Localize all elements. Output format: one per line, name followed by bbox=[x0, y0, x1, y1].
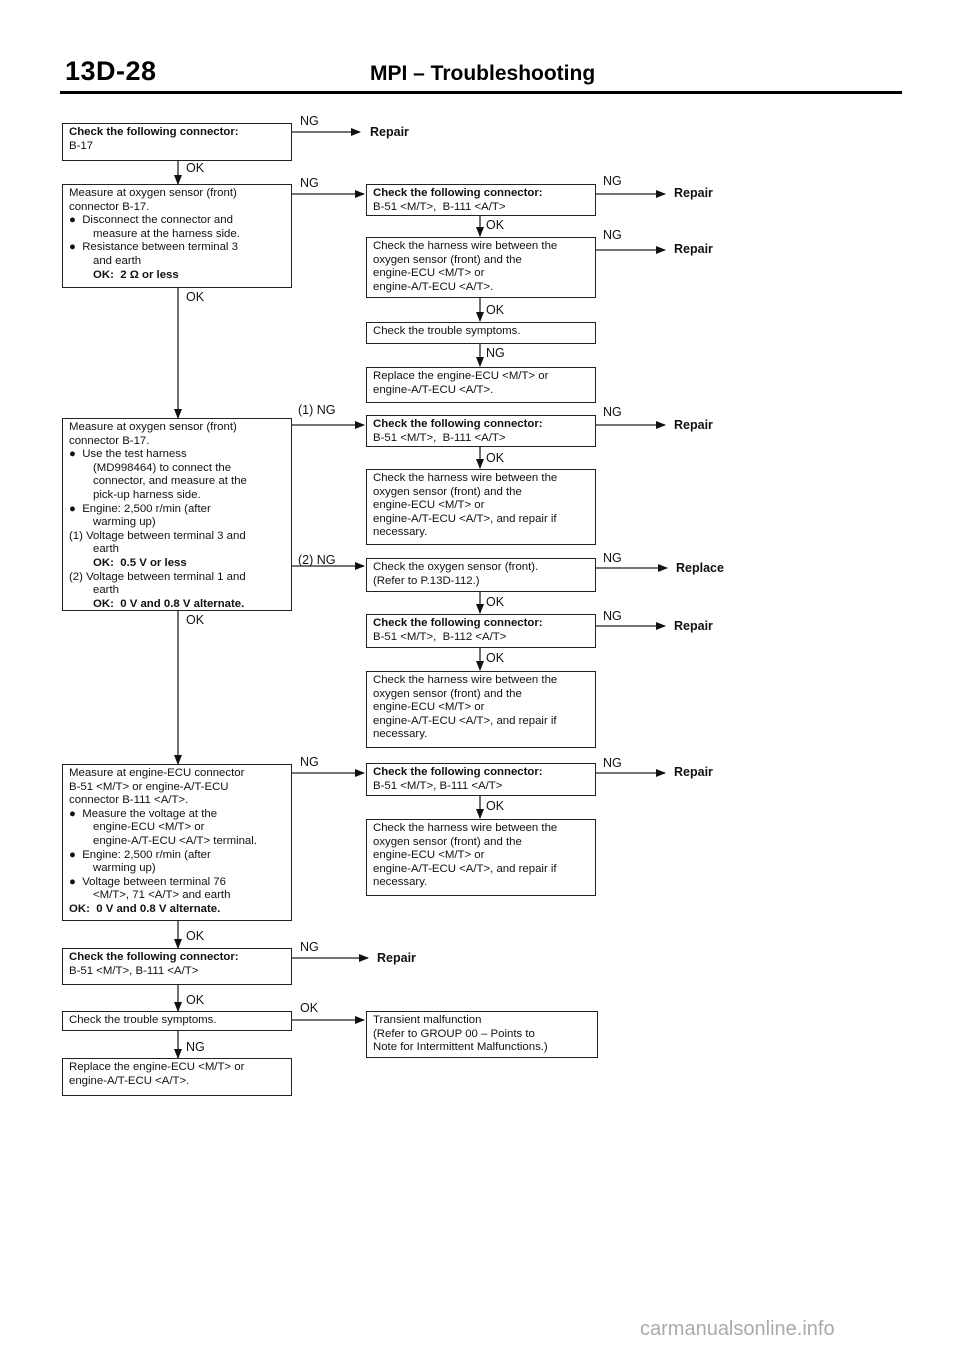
ok-label: OK bbox=[186, 161, 205, 175]
ok-label: OK bbox=[486, 218, 505, 232]
box-line: connector, and measure at the bbox=[93, 475, 247, 488]
box-line: B-51 <M/T>, B-111 <A/T> bbox=[373, 200, 506, 213]
box-line: OK: 0.5 V or less bbox=[93, 556, 187, 569]
ng-1-label: (1) NG bbox=[298, 403, 336, 417]
ok-label: OK bbox=[186, 993, 205, 1007]
ng-label: NG bbox=[603, 405, 622, 419]
check-connector-b51-b111-box-2 bbox=[366, 415, 596, 447]
ng-label: NG bbox=[300, 940, 319, 954]
page-number: 13D-28 bbox=[65, 56, 157, 86]
box-line: engine-ECU <M/T> or bbox=[93, 821, 205, 834]
box-line: oxygen sensor (front) and the bbox=[373, 485, 522, 498]
box-line: engine-A/T-ECU <A/T>, and repair if bbox=[373, 714, 557, 727]
box-line: Check the harness wire between the bbox=[373, 240, 558, 252]
box-line: warming up) bbox=[93, 516, 156, 529]
check-oxygen-sensor-box bbox=[366, 558, 596, 592]
check-harness-wire-box-2 bbox=[366, 469, 596, 545]
check-connector-b51-box bbox=[62, 948, 292, 985]
check-connector-b51-b111-box-1 bbox=[366, 184, 596, 216]
box-line: Measure at engine-ECU connector bbox=[69, 767, 245, 779]
box-line: connector B-17. bbox=[69, 200, 150, 213]
ok-label: OK bbox=[486, 595, 505, 609]
box-line: ● Engine: 2,500 r/min (after bbox=[69, 502, 211, 515]
box-line: engine-A/T-ECU <A/T>. bbox=[69, 1074, 190, 1087]
ng-label: NG bbox=[603, 609, 622, 623]
ok-label: OK bbox=[186, 929, 205, 943]
box-line: connector B-111 <A/T>. bbox=[69, 794, 189, 807]
box-line: and earth bbox=[93, 254, 142, 267]
box-line: OK: 0 V and 0.8 V alternate. bbox=[93, 597, 245, 610]
box-line: Check the trouble symptoms. bbox=[69, 1014, 217, 1026]
box-line: engine-A/T-ECU <A/T>. bbox=[373, 383, 494, 396]
box-line: Check the following connector: bbox=[373, 187, 543, 199]
box-line: B-51 <M/T>, B-111 <A/T> bbox=[373, 431, 506, 444]
watermark: carmanualsonline.info bbox=[640, 1318, 835, 1340]
box-line: measure at the harness side. bbox=[93, 227, 240, 240]
ng-label: NG bbox=[300, 755, 319, 769]
box-line: Check the harness wire between the bbox=[373, 472, 558, 484]
measure-ecu-connector-box bbox=[62, 764, 292, 921]
ng-label: NG bbox=[603, 551, 622, 565]
transient-malfunction-box bbox=[366, 1011, 598, 1058]
box-line: Check the following connector: bbox=[373, 617, 543, 629]
box-line: Check the oxygen sensor (front). bbox=[373, 561, 539, 573]
box-line: necessary. bbox=[373, 728, 428, 741]
box-line: engine-ECU <M/T> or bbox=[373, 267, 485, 280]
ok-label: OK bbox=[486, 651, 505, 665]
repair-target: Repair bbox=[674, 418, 713, 432]
box-line: (Refer to P.13D-112.) bbox=[373, 574, 480, 587]
box-line: oxygen sensor (front) and the bbox=[373, 835, 522, 848]
box-line: ● Use the test harness bbox=[69, 448, 187, 461]
box-line: B-17 bbox=[69, 139, 94, 152]
box-line: B-51 <M/T>, B-112 <A/T> bbox=[373, 630, 507, 643]
repair-target: Repair bbox=[674, 186, 713, 200]
box-line: engine-A/T-ECU <A/T>. bbox=[373, 280, 494, 293]
box-line: engine-ECU <M/T> or bbox=[373, 849, 485, 862]
ng-label: NG bbox=[486, 346, 505, 360]
box-line: B-51 <M/T>, B-111 <A/T> bbox=[69, 964, 199, 977]
ok-label: OK bbox=[186, 290, 205, 304]
check-trouble-symptoms-box bbox=[62, 1011, 292, 1031]
check-connector-b51-b111-box-3 bbox=[366, 763, 596, 796]
check-harness-wire-box-3 bbox=[366, 671, 596, 748]
box-line: Check the following connector: bbox=[69, 126, 239, 138]
repair-target: Repair bbox=[370, 125, 409, 139]
repair-target: Repair bbox=[674, 619, 713, 633]
box-line: engine-ECU <M/T> or bbox=[373, 701, 485, 714]
box-line: OK: 2 Ω or less bbox=[93, 268, 179, 281]
ok-label: OK bbox=[486, 799, 505, 813]
box-line: ● Disconnect the connector and bbox=[69, 214, 233, 227]
box-line: ● Engine: 2,500 r/min (after bbox=[69, 848, 211, 861]
replace-ecu-box bbox=[62, 1058, 292, 1096]
box-line: engine-ECU <M/T> or bbox=[373, 499, 485, 512]
box-line: (MD998464) to connect the bbox=[93, 461, 232, 474]
ng-label: NG bbox=[300, 114, 319, 128]
ng-label: NG bbox=[603, 228, 622, 242]
ok-label: OK bbox=[486, 303, 505, 317]
box-line: earth bbox=[93, 543, 119, 556]
box-line: connector B-17. bbox=[69, 434, 150, 447]
box-line: Measure at oxygen sensor (front) bbox=[69, 187, 237, 199]
box-line: pick-up harness side. bbox=[93, 488, 201, 501]
box-line: oxygen sensor (front) and the bbox=[373, 687, 522, 700]
box-line: (2) Voltage between terminal 1 and bbox=[69, 570, 246, 583]
ng-label: NG bbox=[603, 174, 622, 188]
page-title: MPI – Troubleshooting bbox=[370, 62, 596, 85]
check-trouble-symptoms-box-2 bbox=[366, 322, 596, 344]
check-harness-wire-box-4 bbox=[366, 819, 596, 896]
check-connector-b17-box bbox=[62, 123, 292, 161]
box-line: (Refer to GROUP 00 – Points to bbox=[373, 1027, 535, 1040]
box-line: Check the following connector: bbox=[373, 766, 543, 778]
ng-2-label: (2) NG bbox=[298, 553, 336, 567]
ng-label: NG bbox=[300, 176, 319, 190]
box-line: ● Measure the voltage at the bbox=[69, 807, 218, 820]
check-harness-wire-box-1 bbox=[366, 237, 596, 298]
box-line: B-51 <M/T>, B-111 <A/T> bbox=[373, 779, 503, 792]
measure-resistance-box bbox=[62, 184, 292, 288]
box-line: necessary. bbox=[373, 876, 428, 889]
box-line: Replace the engine-ECU <M/T> or bbox=[69, 1061, 245, 1073]
box-line: Check the following connector: bbox=[373, 418, 543, 430]
box-line: Check the following connector: bbox=[69, 951, 239, 963]
box-line: engine-A/T-ECU <A/T>, and repair if bbox=[373, 862, 557, 875]
check-connector-b51-b112-box bbox=[366, 614, 596, 648]
box-line: Check the trouble symptoms. bbox=[373, 325, 521, 337]
box-line: engine-A/T-ECU <A/T>, and repair if bbox=[373, 512, 557, 525]
box-line: Measure at oxygen sensor (front) bbox=[69, 421, 237, 433]
box-line: OK: 0 V and 0.8 V alternate. bbox=[69, 902, 221, 915]
repair-target: Repair bbox=[674, 242, 713, 256]
ok-label: OK bbox=[486, 451, 505, 465]
ng-label: NG bbox=[603, 756, 622, 770]
box-line: engine-A/T-ECU <A/T> terminal. bbox=[93, 834, 257, 847]
box-line: Transient malfunction bbox=[373, 1014, 482, 1026]
box-line: ● Voltage between terminal 76 bbox=[69, 875, 226, 888]
box-line: <M/T>, 71 <A/T> and earth bbox=[93, 889, 231, 902]
box-line: necessary. bbox=[373, 526, 428, 539]
replace-target: Replace bbox=[676, 561, 724, 575]
ok-label: OK bbox=[186, 613, 205, 627]
replace-ecu-box-2 bbox=[366, 367, 596, 403]
repair-target: Repair bbox=[377, 951, 416, 965]
measure-voltage-sensor-box bbox=[62, 418, 292, 611]
box-line: ● Resistance between terminal 3 bbox=[69, 241, 238, 254]
box-line: warming up) bbox=[93, 862, 156, 875]
box-line: earth bbox=[93, 584, 119, 597]
box-line: oxygen sensor (front) and the bbox=[373, 253, 522, 266]
box-line: B-51 <M/T> or engine-A/T-ECU bbox=[69, 780, 229, 793]
box-line: Note for Intermittent Malfunctions.) bbox=[373, 1041, 548, 1054]
box-line: (1) Voltage between terminal 3 and bbox=[69, 529, 246, 542]
box-line: Replace the engine-ECU <M/T> or bbox=[373, 370, 549, 382]
repair-target: Repair bbox=[674, 765, 713, 779]
box-line: Check the harness wire between the bbox=[373, 822, 558, 834]
ng-label: NG bbox=[186, 1040, 205, 1054]
ok-label: OK bbox=[300, 1001, 319, 1015]
box-line: Check the harness wire between the bbox=[373, 674, 558, 686]
